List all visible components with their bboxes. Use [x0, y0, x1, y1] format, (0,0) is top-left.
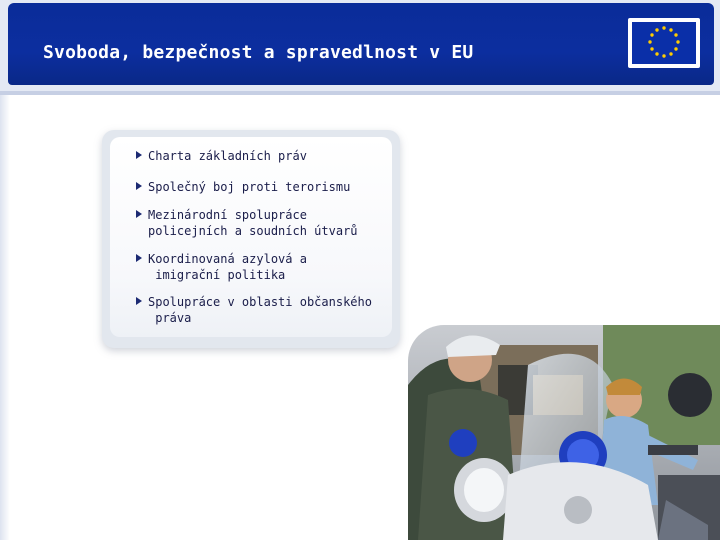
header-divider: [0, 91, 720, 95]
triangle-right-icon: [136, 151, 142, 159]
triangle-right-icon: [136, 254, 142, 262]
triangle-right-icon: [136, 182, 142, 190]
list-item: [136, 179, 350, 195]
list-item: [136, 294, 372, 326]
list-item: [136, 207, 358, 239]
police-motorcycle-photo: [408, 325, 720, 540]
slide-title: Svoboda, bezpečnost a spravedlnost v EU: [43, 42, 474, 63]
list-item-text: Mezinárodní spolupráce policejních a soudních útvarů: [148, 208, 358, 238]
list-item-text: Charta základních práv: [148, 149, 307, 163]
left-edge-gradient: [0, 95, 10, 540]
list-item: [136, 251, 307, 283]
eu-flag-icon: [632, 22, 696, 64]
triangle-right-icon: [136, 210, 142, 218]
list-item-text: Koordinovaná azylová a imigrační politika: [148, 252, 307, 282]
list-item-text: Spolupráce v oblasti občanského práva: [148, 295, 372, 325]
triangle-right-icon: [136, 297, 142, 305]
list-item: [136, 148, 307, 164]
list-item-text: Společný boj proti terorismu: [148, 180, 351, 194]
